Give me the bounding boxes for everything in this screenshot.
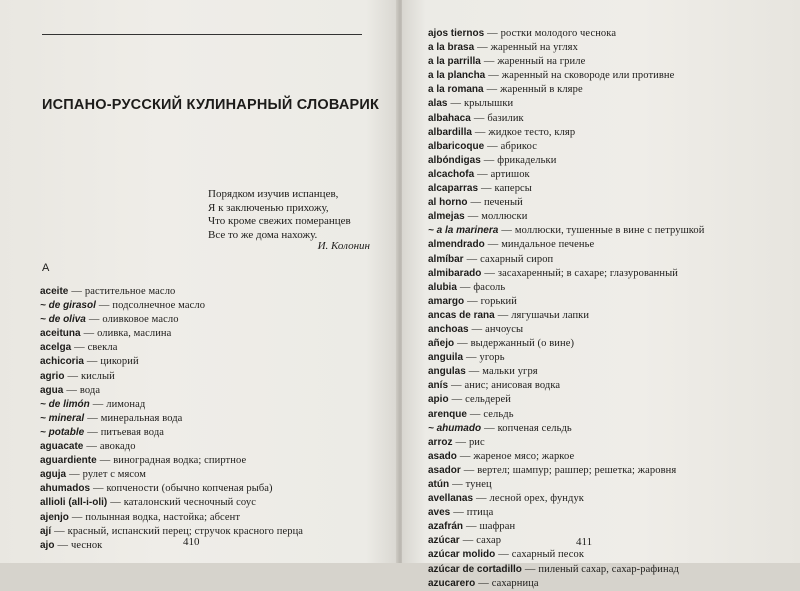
entry-definition: сельдерей [465,394,511,406]
dictionary-entry [428,436,788,450]
entry-term: amargo [428,295,465,307]
entry-term: aguja [40,469,67,481]
page-number: 411 [576,536,593,548]
entry-term: allioli (all-i-oli) [40,497,108,509]
entry-term: azafrán [428,521,464,533]
entry-definition: жаренный в кляре [500,84,583,96]
entry-definition: сахар [476,535,502,547]
entry-term: ~ mineral [40,412,85,424]
entry-dash: — [71,286,82,297]
entry-term: azúcar molido [428,549,496,561]
dictionary-entry [428,393,788,407]
dictionary-entry [428,27,788,41]
entry-dash: — [486,84,498,96]
entry-term: ajo [40,539,55,551]
entry-dash: — [459,281,471,293]
dictionary-entry [428,577,788,591]
entry-term: a la romana [428,84,484,96]
entry-dash: — [484,267,495,279]
entry-term: alubia [428,281,457,293]
entry-definition: вертел; шампур; рашпер; решетка; жаровня [477,464,677,476]
dictionary-entry [40,440,380,454]
entry-definition: ростки молодого чеснока [500,28,617,39]
entry-dash: — [86,356,98,368]
dictionary-entry [428,238,788,252]
dictionary-entry [40,454,380,468]
dictionary-entry [40,370,380,384]
entry-dash: — [481,183,492,195]
dictionary-entry [428,41,788,55]
epigraph-line: Порядком изучив испанцев, [208,188,339,200]
epigraph-author: И. Колонин [317,240,370,252]
entry-definition: анчоусы [485,323,524,335]
entry-definition: засахаренный; в сахаре; глазурованный [497,267,678,279]
entry-term: aves [428,507,451,519]
dictionary-entry [428,492,788,506]
dictionary-entry [428,295,788,309]
dictionary-entry [428,196,788,210]
entry-dash: — [468,366,480,378]
dictionary-entry [40,539,380,553]
entry-term: aguardiente [40,455,97,467]
entry-term: agrio [40,370,65,382]
entry-dash: — [66,384,77,396]
entry-definition: сельдь [483,408,514,420]
entry-definition: мальки угря [482,366,538,378]
top-rule [42,34,362,35]
entry-term: ají [40,525,52,537]
entry-term: al horno [428,197,468,209]
dictionary-entry [428,365,788,379]
entry-term: albardilla [428,126,472,138]
entry-dash: — [466,253,478,265]
dictionary-entry [428,506,788,520]
entry-definition: шафран [479,521,516,533]
dictionary-entry [40,398,380,412]
dictionary-entry [428,422,788,436]
dictionary-entry [428,520,788,534]
entry-definition: каталонский чесночный соус [123,497,256,509]
dictionary-entry [40,468,380,482]
entry-definition: лимонад [106,398,146,410]
entry-dash: — [487,28,498,39]
entry-dash: — [462,535,474,547]
dictionary-entry [428,450,788,464]
entry-list-right [428,27,788,591]
entry-definition: моллюски, тушенные в вине с петрушкой [514,225,705,237]
entry-dash: — [455,436,466,448]
entry-term: ancas de rana [428,309,495,321]
entry-definition: фрикадельки [497,154,557,166]
entry-term: albahaca [428,112,471,124]
entry-dash: — [467,295,478,307]
entry-term: anguila [428,352,464,364]
entry-dash: — [469,408,481,420]
entry-term: arenque [428,408,467,420]
entry-term: almendrado [428,239,485,251]
entry-term: ajos tiernos [428,28,485,39]
dictionary-entry [40,496,380,510]
entry-dash: — [471,323,483,335]
entry-definition: лесной орех, фундук [489,493,585,505]
dictionary-entry [428,478,788,492]
dictionary-entry [428,548,788,562]
entry-dash: — [477,42,488,54]
entry-dash: — [488,70,499,82]
dictionary-entry [428,140,788,154]
entry-term: atún [428,479,450,490]
entry-definition: полынная водка, настойка; абсент [85,511,241,523]
entry-dash: — [57,539,68,551]
entry-dash: — [470,197,481,209]
entry-definition: птица [466,507,494,519]
entry-definition: чеснок [70,539,103,551]
entry-dash: — [483,56,495,68]
entry-definition: горький [480,295,517,307]
entry-definition: виноградная водка; спиртное [113,455,247,467]
entry-dash: — [450,98,461,110]
entry-term: ~ de limón [40,398,90,410]
page-number: 410 [183,536,200,548]
entry-term: ~ ahumado [428,422,482,434]
entry-term: aceituna [40,328,81,340]
dictionary-entry [40,355,380,369]
dictionary-entry [428,182,788,196]
entry-term: almíbar [428,253,464,265]
entry-term: agua [40,384,64,396]
entry-definition: абрикос [500,140,537,152]
entry-dash: — [498,549,509,561]
dictionary-entry [428,323,788,337]
entry-definition: жаренный на сковороде или противне [501,70,675,82]
dictionary-entry [40,299,380,313]
dictionary-entry [428,408,788,422]
entry-definition: оливковое масло [102,314,179,326]
dictionary-entry [428,267,788,281]
entry-term: angulas [428,366,466,378]
entry-definition: миндальное печенье [501,239,595,251]
dictionary-entry [428,464,788,478]
entry-dash: — [83,328,95,340]
entry-definition: оливка, маслина [97,328,172,340]
entry-dash: — [478,577,489,589]
dictionary-entry [428,309,788,323]
entry-term: a la plancha [428,70,486,82]
entry-definition: моллюски [481,211,528,223]
entry-term: azucarero [428,577,476,589]
entry-term: alas [428,98,448,110]
entry-definition: каперсы [494,183,532,195]
entry-definition: вода [79,384,101,396]
entry-term: achicoria [40,356,84,368]
dictionary-entry [40,327,380,341]
entry-term: ahumados [40,483,91,495]
dictionary-entry [40,482,380,496]
entry-term: aguacate [40,441,84,453]
entry-definition: кислый [80,370,115,382]
entry-dash: — [451,394,463,406]
entry-definition: копчености (обычно копченая рыба) [106,483,273,495]
entry-dash: — [459,450,471,462]
entry-dash: — [466,352,477,364]
dictionary-entry [428,83,788,97]
epigraph-line: Я к заключенью прихожу, [208,201,329,214]
dictionary-entry [428,351,788,365]
entry-definition: питьевая вода [100,426,165,438]
entry-term: alcaparras [428,183,479,195]
entry-dash: — [86,441,97,453]
entry-dash: — [87,412,98,424]
section-letter: А [42,262,50,274]
dictionary-entry [40,426,380,440]
entry-term: azúcar [428,535,460,547]
entry-term: a la parrilla [428,56,481,68]
entry-term: aceite [40,286,69,297]
dictionary-entry [40,285,380,299]
dictionary-entry [428,126,788,140]
dictionary-entry [40,412,380,426]
entry-dash: — [487,239,499,251]
dictionary-entry [428,168,788,182]
entry-definition: пиленый сахар, сахар-рафинад [538,563,679,575]
entry-dash: — [487,140,498,152]
entry-definition: рис [468,436,485,448]
entry-definition: выдержанный (о вине) [470,338,575,350]
dictionary-entry [428,253,788,267]
entry-definition: цикорий [100,356,139,368]
entry-term: anís [428,380,449,392]
entry-dash: — [524,563,536,575]
dictionary-entry [428,55,788,69]
entry-definition: свекла [87,342,118,354]
entry-dash: — [484,422,495,434]
entry-definition: жаренный на углях [490,42,578,54]
entry-term: almejas [428,211,465,223]
entry-dash: — [452,479,463,490]
dictionary-entry [428,337,788,351]
entry-term: ~ de girasol [40,300,96,312]
entry-definition: печеный [483,197,523,209]
entry-dash: — [67,370,78,382]
entry-term: ajenjo [40,511,69,523]
entry-dash: — [477,168,488,180]
entry-term: ~ de oliva [40,314,86,326]
entry-dash: — [466,521,477,533]
entry-term: alcachofa [428,168,475,180]
entry-dash: — [110,497,121,509]
entry-dash: — [69,469,80,481]
epigraph [208,188,378,242]
entry-dash: — [476,493,487,505]
entry-term: ~ a la marinera [428,225,499,237]
entry-term: azúcar de cortadillo [428,563,522,575]
entry-definition: анис; анисовая водка [464,380,561,392]
entry-dash: — [88,314,100,326]
dictionary-entry [428,154,788,168]
entry-term: asador [428,464,461,476]
entry-definition: сахарный песок [511,549,585,561]
dictionary-entry [40,313,380,327]
entry-dash: — [92,398,104,410]
entry-definition: угорь [479,352,505,364]
entry-definition: сахарница [491,577,539,589]
entry-dash: — [74,342,85,354]
entry-term: avellanas [428,493,474,505]
epigraph-line: Все то же дома нахожу. [208,228,318,241]
entry-definition: жаренный на гриле [497,56,586,68]
entry-dash: — [501,225,512,237]
entry-definition: авокадо [99,441,136,453]
entry-term: a la brasa [428,42,475,54]
entry-term: albóndigas [428,154,481,166]
dictionary-entry [428,281,788,295]
entry-definition: базилик [487,112,524,124]
entry-definition: жидкое тесто, кляр [488,126,576,138]
entry-definition: фасоль [473,281,506,293]
entry-dash: — [497,309,509,321]
entry-term: almibarado [428,267,482,279]
entry-definition: красный, испанский перец; стручок красного перца [67,525,304,537]
entry-term: apio [428,394,449,406]
entry-term: arroz [428,436,453,448]
entry-dash: — [451,380,462,392]
dictionary-entry [428,97,788,111]
entry-definition: копченая сельдь [497,422,572,434]
entry-dash: — [474,126,486,138]
entry-dash: — [54,525,65,537]
entry-term: albaricoque [428,140,485,152]
entry-dash: — [463,464,475,476]
dictionary-entry [40,384,380,398]
entry-definition: растительное масло [84,286,176,297]
dictionary-entry [428,379,788,393]
dictionary-entry [428,563,788,577]
dictionary-entry [40,525,380,539]
page-title: ИСПАНО-РУССКИЙ КУЛИНАРНЫЙ СЛОВАРИК [42,97,380,113]
entry-definition: лягушачьи лапки [511,309,590,321]
entry-dash: — [473,112,485,124]
entry-definition: крылышки [463,98,514,110]
entry-definition: артишок [490,168,530,180]
dictionary-entry [428,112,788,126]
right-page [402,0,800,589]
entry-term: asado [428,450,457,462]
dictionary-entry [428,69,788,83]
entry-dash: — [457,338,468,350]
entry-definition: сахарный сироп [480,253,554,265]
entry-dash: — [93,483,104,495]
entry-definition: жареное мясо; жаркое [473,450,575,462]
left-page [0,0,398,563]
dictionary-entry [428,210,788,224]
entry-list-left [40,285,380,553]
entry-definition: минеральная вода [100,412,183,424]
entry-term: ~ potable [40,426,85,438]
entry-dash: — [483,154,495,166]
entry-dash: — [467,211,479,223]
entry-definition: тунец [465,479,492,490]
entry-dash: — [453,507,464,519]
entry-definition: подсолнечное масло [112,300,206,312]
entry-dash: — [99,455,111,467]
entry-dash: — [71,511,83,523]
epigraph-line: Что кроме свежих померанцев [208,215,351,227]
entry-dash: — [98,300,110,312]
entry-term: acelga [40,342,72,354]
dictionary-entry [40,341,380,355]
entry-term: anchoas [428,323,469,335]
entry-dash: — [87,426,98,438]
dictionary-entry [428,534,788,548]
dictionary-entry [428,224,788,238]
dictionary-entry [40,511,380,525]
entry-definition: рулет с мясом [82,469,147,481]
entry-term: añejo [428,338,455,350]
